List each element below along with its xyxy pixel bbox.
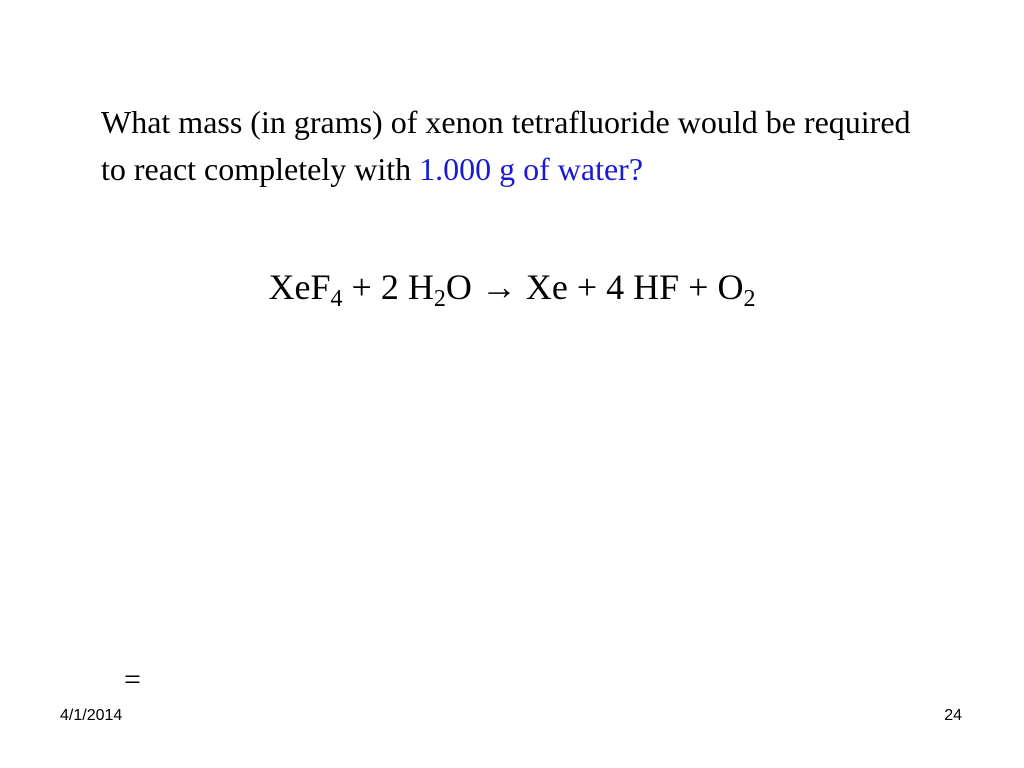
- footer-page-number: 24: [944, 707, 962, 724]
- footer-date: 4/1/2014: [60, 707, 123, 724]
- chemical-equation: [0, 262, 1024, 312]
- question-highlight: 1.000 g of water?: [419, 151, 644, 187]
- question-body: What mass (in grams) of xenon tetrafluoride would be required to react completely with: [101, 104, 911, 187]
- equation-oxygen-subscript: 2: [743, 286, 756, 312]
- equation-plus-water: + 2 H: [342, 267, 434, 307]
- question-text: [101, 99, 931, 193]
- equation-water-o: O: [445, 267, 472, 307]
- equation-xef-subscript: 4: [330, 286, 343, 312]
- equation-water-subscript: 2: [433, 286, 446, 312]
- equals-sign: =: [124, 663, 141, 696]
- equation-products: Xe + 4 HF + O: [525, 267, 744, 307]
- equation-arrow: →: [471, 267, 526, 307]
- equation-xef: XeF: [268, 267, 331, 307]
